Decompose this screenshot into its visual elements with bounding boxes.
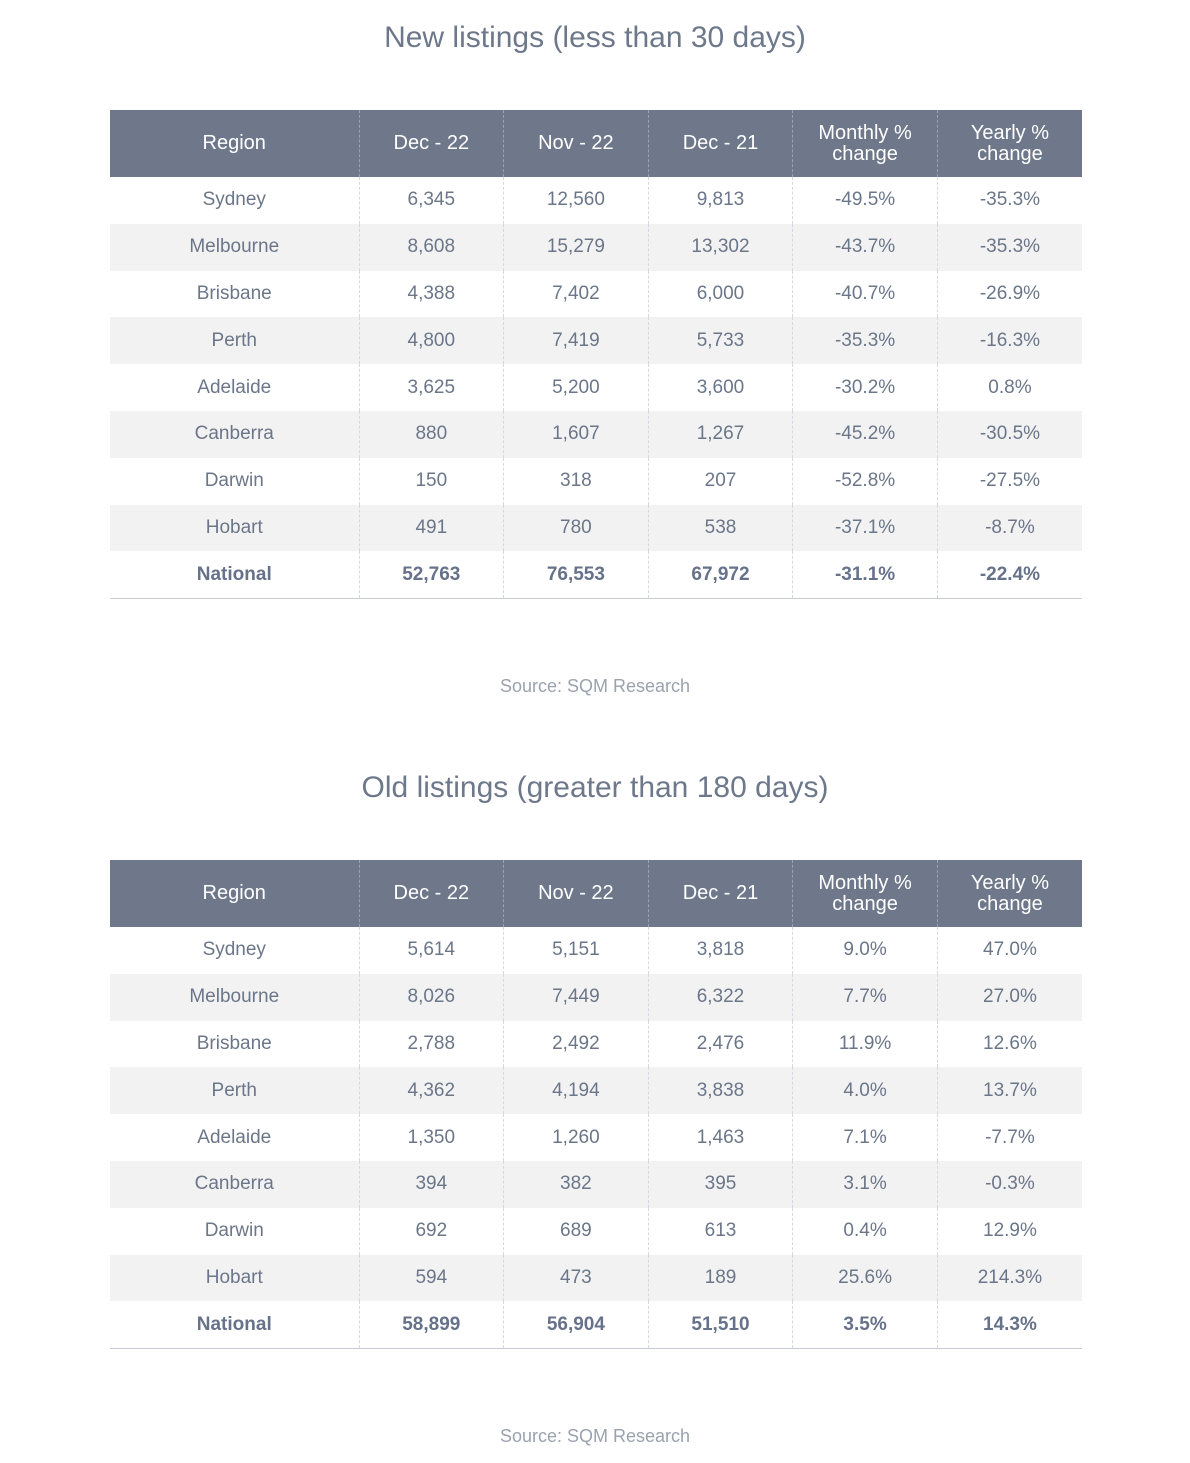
value-cell: 9,813 <box>648 177 793 224</box>
value-cell: 3,838 <box>648 1067 793 1114</box>
value-cell: 52,763 <box>359 551 504 598</box>
table-row <box>110 1021 1082 1068</box>
region-cell: Canberra <box>110 411 359 458</box>
value-cell: -16.3% <box>937 317 1082 364</box>
region-cell: Hobart <box>110 505 359 552</box>
column-header: Yearly % change <box>937 110 1082 177</box>
column-header: Nov - 22 <box>504 110 649 177</box>
value-cell: 67,972 <box>648 551 793 598</box>
region-cell: Hobart <box>110 1255 359 1302</box>
value-cell: 5,733 <box>648 317 793 364</box>
table-title: Old listings (greater than 180 days) <box>361 771 829 804</box>
value-cell: 382 <box>504 1161 649 1208</box>
value-cell: 1,267 <box>648 411 793 458</box>
table-header <box>110 860 1082 927</box>
value-cell: 4,388 <box>359 271 504 318</box>
value-cell: 1,350 <box>359 1114 504 1161</box>
table-row <box>110 1161 1082 1208</box>
value-cell: -22.4% <box>937 551 1082 598</box>
value-cell: -30.2% <box>793 364 938 411</box>
table-total-row <box>110 551 1082 598</box>
value-cell: 12,560 <box>504 177 649 224</box>
value-cell: 3.1% <box>793 1161 938 1208</box>
value-cell: 7,449 <box>504 974 649 1021</box>
table-row <box>110 317 1082 364</box>
column-header: Dec - 22 <box>359 860 504 927</box>
value-cell: 6,322 <box>648 974 793 1021</box>
value-cell: -31.1% <box>793 551 938 598</box>
table-row <box>110 1114 1082 1161</box>
value-cell: 3,600 <box>648 364 793 411</box>
source-note: Source: SQM Research <box>499 1426 691 1446</box>
column-header: Dec - 21 <box>648 860 793 927</box>
table-row <box>110 974 1082 1021</box>
source-note: Source: SQM Research <box>499 676 691 696</box>
region-cell: National <box>110 1301 359 1348</box>
value-cell: 4,800 <box>359 317 504 364</box>
value-cell: 150 <box>359 458 504 505</box>
new-listings-table <box>110 110 1082 599</box>
table-row <box>110 177 1082 224</box>
column-header: Monthly % change <box>793 110 938 177</box>
table-row <box>110 1067 1082 1114</box>
region-cell: Sydney <box>110 927 359 974</box>
value-cell: 189 <box>648 1255 793 1302</box>
value-cell: 5,200 <box>504 364 649 411</box>
value-cell: 14.3% <box>937 1301 1082 1348</box>
value-cell: 594 <box>359 1255 504 1302</box>
value-cell: 12.9% <box>937 1208 1082 1255</box>
region-cell: Adelaide <box>110 364 359 411</box>
value-cell: 1,260 <box>504 1114 649 1161</box>
column-header: Dec - 22 <box>359 110 504 177</box>
value-cell: -52.8% <box>793 458 938 505</box>
value-cell: 395 <box>648 1161 793 1208</box>
value-cell: 394 <box>359 1161 504 1208</box>
value-cell: 5,151 <box>504 927 649 974</box>
value-cell: -43.7% <box>793 224 938 271</box>
value-cell: 5,614 <box>359 927 504 974</box>
value-cell: 692 <box>359 1208 504 1255</box>
table-row <box>110 1255 1082 1302</box>
old-listings-table <box>110 860 1082 1349</box>
region-cell: Darwin <box>110 1208 359 1255</box>
column-header: Region <box>110 860 359 927</box>
value-cell: 8,026 <box>359 974 504 1021</box>
value-cell: 6,345 <box>359 177 504 224</box>
table-row <box>110 505 1082 552</box>
value-cell: 613 <box>648 1208 793 1255</box>
value-cell: 318 <box>504 458 649 505</box>
value-cell: -7.7% <box>937 1114 1082 1161</box>
table-row <box>110 458 1082 505</box>
value-cell: 58,899 <box>359 1301 504 1348</box>
value-cell: 2,788 <box>359 1021 504 1068</box>
value-cell: 4,362 <box>359 1067 504 1114</box>
table-row <box>110 411 1082 458</box>
value-cell: -27.5% <box>937 458 1082 505</box>
value-cell: 880 <box>359 411 504 458</box>
column-header: Nov - 22 <box>504 860 649 927</box>
value-cell: 491 <box>359 505 504 552</box>
value-cell: -0.3% <box>937 1161 1082 1208</box>
value-cell: 214.3% <box>937 1255 1082 1302</box>
value-cell: -30.5% <box>937 411 1082 458</box>
region-cell: Perth <box>110 317 359 364</box>
value-cell: -40.7% <box>793 271 938 318</box>
table-total-row <box>110 1301 1082 1348</box>
value-cell: 538 <box>648 505 793 552</box>
region-cell: Brisbane <box>110 271 359 318</box>
table-row <box>110 364 1082 411</box>
value-cell: 780 <box>504 505 649 552</box>
table-row <box>110 1208 1082 1255</box>
region-cell: National <box>110 551 359 598</box>
value-cell: 47.0% <box>937 927 1082 974</box>
region-cell: Sydney <box>110 177 359 224</box>
value-cell: 0.4% <box>793 1208 938 1255</box>
value-cell: 7,402 <box>504 271 649 318</box>
table-title: New listings (less than 30 days) <box>384 21 806 54</box>
value-cell: -45.2% <box>793 411 938 458</box>
value-cell: 3,818 <box>648 927 793 974</box>
table-header <box>110 110 1082 177</box>
table-row <box>110 927 1082 974</box>
value-cell: 56,904 <box>504 1301 649 1348</box>
value-cell: 2,492 <box>504 1021 649 1068</box>
region-cell: Melbourne <box>110 224 359 271</box>
value-cell: 3,625 <box>359 364 504 411</box>
value-cell: 13,302 <box>648 224 793 271</box>
value-cell: 76,553 <box>504 551 649 598</box>
value-cell: 3.5% <box>793 1301 938 1348</box>
value-cell: -35.3% <box>793 317 938 364</box>
value-cell: 12.6% <box>937 1021 1082 1068</box>
value-cell: 51,510 <box>648 1301 793 1348</box>
column-header: Monthly % change <box>793 860 938 927</box>
value-cell: 27.0% <box>937 974 1082 1021</box>
region-cell: Canberra <box>110 1161 359 1208</box>
region-cell: Brisbane <box>110 1021 359 1068</box>
table-body <box>110 927 1082 1349</box>
value-cell: 15,279 <box>504 224 649 271</box>
value-cell: 8,608 <box>359 224 504 271</box>
region-cell: Darwin <box>110 458 359 505</box>
table-row <box>110 224 1082 271</box>
region-cell: Perth <box>110 1067 359 1114</box>
value-cell: 1,607 <box>504 411 649 458</box>
table-row <box>110 271 1082 318</box>
value-cell: 0.8% <box>937 364 1082 411</box>
region-cell: Melbourne <box>110 974 359 1021</box>
column-header: Dec - 21 <box>648 110 793 177</box>
value-cell: -26.9% <box>937 271 1082 318</box>
value-cell: 7,419 <box>504 317 649 364</box>
value-cell: 6,000 <box>648 271 793 318</box>
value-cell: 1,463 <box>648 1114 793 1161</box>
value-cell: 9.0% <box>793 927 938 974</box>
value-cell: 473 <box>504 1255 649 1302</box>
value-cell: -49.5% <box>793 177 938 224</box>
region-cell: Adelaide <box>110 1114 359 1161</box>
value-cell: 4,194 <box>504 1067 649 1114</box>
column-header: Yearly % change <box>937 860 1082 927</box>
value-cell: 25.6% <box>793 1255 938 1302</box>
value-cell: 689 <box>504 1208 649 1255</box>
value-cell: -35.3% <box>937 224 1082 271</box>
column-header: Region <box>110 110 359 177</box>
value-cell: 4.0% <box>793 1067 938 1114</box>
value-cell: -8.7% <box>937 505 1082 552</box>
value-cell: 2,476 <box>648 1021 793 1068</box>
table-body <box>110 177 1082 599</box>
value-cell: -35.3% <box>937 177 1082 224</box>
value-cell: 7.7% <box>793 974 938 1021</box>
value-cell: 11.9% <box>793 1021 938 1068</box>
value-cell: -37.1% <box>793 505 938 552</box>
value-cell: 7.1% <box>793 1114 938 1161</box>
value-cell: 13.7% <box>937 1067 1082 1114</box>
value-cell: 207 <box>648 458 793 505</box>
